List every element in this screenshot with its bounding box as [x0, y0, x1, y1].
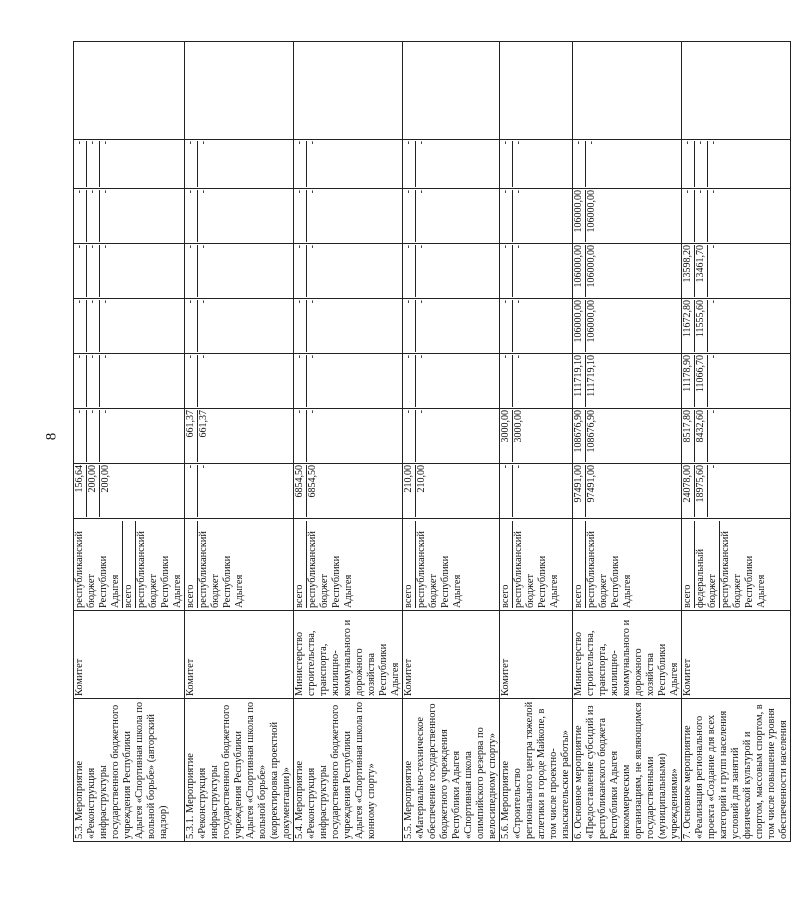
- funding-value: 111719,10: [573, 355, 586, 407]
- table-row: [682, 42, 791, 842]
- funding-value: 3000,00: [513, 410, 524, 443]
- table-row: [74, 42, 185, 842]
- funding-value: -: [100, 410, 111, 414]
- funding-value: -: [586, 141, 597, 145]
- value-cell: [500, 409, 573, 464]
- funding-value: 6854,50: [307, 465, 318, 498]
- funding-value: 11066,70: [695, 355, 708, 407]
- funding-value: 18975,60: [695, 465, 708, 517]
- value-cell: [682, 464, 791, 519]
- measure-name-cell: 5.5. Мероприятие «Материально-техническое обеспечение государственного бюджетного учреждения Республики Адыгея «Спортивная школа олимпийского резерва по велосипедному спорту»: [403, 699, 500, 842]
- funding-value: -: [307, 141, 318, 145]
- funding-value: 11555,60: [695, 300, 708, 352]
- funding-value: -: [708, 300, 719, 304]
- funding-value: 6854,50: [294, 465, 307, 517]
- funding-value: -: [100, 300, 111, 304]
- funding-value: 13461,70: [695, 245, 708, 297]
- funding-source-cell: [294, 519, 403, 611]
- funding-value: -: [198, 355, 209, 359]
- funding-source: республиканский бюджет Республики Адыгея: [513, 531, 560, 608]
- value-cell: [403, 409, 500, 464]
- value-cell: [682, 409, 791, 464]
- measure-name-cell: 5.3. Мероприятие «Реконструкция инфраструктуры государственного бюджетного учреждения Республики Адыгея «Спортивная школа по вольной борьбе» (авторский надзор): [74, 699, 185, 842]
- value-cell: [573, 244, 682, 299]
- funding-value: 97491,00: [573, 465, 586, 517]
- funding-value: -: [695, 190, 708, 242]
- executor-cell: Комитет: [185, 611, 294, 699]
- value-cell: [185, 354, 294, 409]
- funding-value: 24078,00: [682, 465, 695, 517]
- funding-source: республиканский бюджет Республики Адыгея: [307, 531, 354, 608]
- funding-value: 210,00: [403, 465, 416, 517]
- funding-value: -: [87, 300, 100, 352]
- funding-source: республиканский бюджет Республики Адыгея: [416, 531, 463, 608]
- funding-value: -: [500, 141, 513, 187]
- funding-value: 108676,90: [573, 410, 586, 462]
- funding-value: -: [708, 355, 719, 359]
- funding-source-cell: [682, 519, 791, 611]
- funding-value: 13598,20: [682, 245, 695, 297]
- funding-value: -: [500, 245, 513, 297]
- funding-value: -: [708, 141, 719, 145]
- funding-value: -: [185, 465, 198, 517]
- value-cell: [294, 299, 403, 354]
- funding-value: -: [185, 300, 198, 352]
- notes-cell: [500, 42, 573, 140]
- funding-source: всего: [403, 521, 416, 608]
- funding-value: -: [100, 245, 111, 249]
- funding-value: 106000,00: [586, 300, 597, 343]
- funding-value: -: [100, 141, 111, 145]
- value-cell: [74, 354, 185, 409]
- funding-value: -: [695, 141, 708, 187]
- table-body: [74, 42, 791, 842]
- funding-value: 106000,00: [573, 190, 586, 242]
- funding-value: -: [185, 141, 198, 187]
- value-cell: [294, 464, 403, 519]
- value-cell: [294, 409, 403, 464]
- notes-cell: [185, 42, 294, 140]
- value-cell: [573, 409, 682, 464]
- value-cell: [573, 464, 682, 519]
- value-cell: [185, 140, 294, 189]
- funding-value: -: [307, 245, 318, 249]
- funding-value: -: [74, 410, 87, 462]
- table-row: [185, 42, 294, 842]
- value-cell: [403, 464, 500, 519]
- executor-cell: Комитет: [74, 611, 185, 699]
- funding-value: -: [573, 141, 586, 187]
- funding-source: всего: [123, 521, 136, 608]
- funding-value: -: [307, 300, 318, 304]
- funding-value: -: [198, 245, 209, 249]
- funding-value: 106000,00: [586, 245, 597, 288]
- funding-value: -: [513, 141, 524, 145]
- notes-cell: [403, 42, 500, 140]
- funding-value: -: [416, 300, 427, 304]
- funding-value: -: [403, 141, 416, 187]
- measure-name-cell: 6. Основное мероприятие «Предоставление субсидий из республиканского бюджета Республики Адыгея некоммерческим организациям, не являющимся государственными (муниципальными) учреждениями»: [573, 699, 682, 842]
- funding-source: всего: [682, 521, 695, 608]
- funding-value: 200,00: [87, 465, 100, 517]
- value-cell: [682, 354, 791, 409]
- funding-value: -: [87, 245, 100, 297]
- notes-cell: [573, 42, 682, 140]
- funding-value: -: [708, 190, 719, 194]
- funding-value: -: [500, 300, 513, 352]
- funding-value: 8517,80: [682, 410, 695, 462]
- table-row: [403, 42, 500, 842]
- value-cell: [294, 354, 403, 409]
- value-cell: [403, 299, 500, 354]
- value-cell: [74, 464, 185, 519]
- funding-value: -: [513, 465, 524, 469]
- funding-value: -: [198, 300, 209, 304]
- funding-value: -: [294, 141, 307, 187]
- value-cell: [185, 464, 294, 519]
- page-number: 8: [43, 432, 60, 441]
- funding-value: 3000,00: [500, 410, 513, 462]
- funding-value: -: [403, 300, 416, 352]
- value-cell: [500, 244, 573, 299]
- value-cell: [185, 244, 294, 299]
- value-cell: [682, 189, 791, 244]
- value-cell: [74, 189, 185, 244]
- funding-value: -: [307, 190, 318, 194]
- funding-source: всего: [294, 521, 307, 608]
- funding-value: -: [100, 355, 111, 359]
- table-row: [573, 42, 682, 842]
- funding-source-cell: [573, 519, 682, 611]
- value-cell: [403, 140, 500, 189]
- funding-value: -: [185, 190, 198, 242]
- funding-value: -: [185, 245, 198, 297]
- funding-value: -: [513, 300, 524, 304]
- funding-value: 97491,00: [586, 465, 597, 503]
- table-row: [294, 42, 403, 842]
- funding-value: -: [307, 355, 318, 359]
- executor-cell: Комитет: [403, 611, 500, 699]
- funding-value: -: [513, 245, 524, 249]
- value-cell: [682, 140, 791, 189]
- measure-name-cell: 5.4. Мероприятие «Реконструкция инфраструктуры государственного бюджетного учреждения Республики Адыгея «Спортивная школа по конному спорту»: [294, 699, 403, 842]
- value-cell: [74, 244, 185, 299]
- funding-value: 11178,90: [682, 355, 695, 407]
- funding-value: -: [403, 355, 416, 407]
- funding-value: 661,37: [185, 410, 198, 462]
- funding-value: -: [403, 410, 416, 462]
- value-cell: [403, 354, 500, 409]
- table-row: [500, 42, 573, 842]
- funding-value: -: [185, 355, 198, 407]
- funding-value: -: [682, 190, 695, 242]
- funding-value: -: [500, 465, 513, 517]
- funding-value: -: [416, 410, 427, 414]
- funding-value: -: [708, 410, 719, 414]
- value-cell: [185, 299, 294, 354]
- value-cell: [403, 244, 500, 299]
- funding-source: республиканский бюджет Республики Адыгея: [586, 531, 633, 608]
- funding-value: -: [416, 355, 427, 359]
- value-cell: [682, 244, 791, 299]
- notes-cell: [294, 42, 403, 140]
- funding-value: -: [74, 190, 87, 242]
- program-funding-table: [73, 41, 791, 842]
- funding-value: -: [294, 355, 307, 407]
- value-cell: [294, 244, 403, 299]
- funding-value: 200,00: [100, 465, 111, 493]
- value-cell: [185, 189, 294, 244]
- funding-value: -: [294, 190, 307, 242]
- funding-value: -: [87, 355, 100, 407]
- notes-cell: [74, 42, 185, 140]
- value-cell: [573, 140, 682, 189]
- funding-value: -: [74, 355, 87, 407]
- value-cell: [573, 354, 682, 409]
- value-cell: [185, 409, 294, 464]
- funding-value: -: [500, 190, 513, 242]
- funding-value: -: [403, 245, 416, 297]
- funding-source-cell: [403, 519, 500, 611]
- funding-value: -: [74, 300, 87, 352]
- funding-source: всего: [573, 521, 586, 608]
- funding-source: республиканский бюджет Республики Адыгея: [720, 531, 767, 608]
- funding-value: -: [294, 245, 307, 297]
- value-cell: [74, 140, 185, 189]
- value-cell: [294, 140, 403, 189]
- executor-cell: Комитет: [500, 611, 573, 699]
- funding-source: республиканский бюджет Республики Адыгея: [198, 531, 245, 608]
- funding-value: 106000,00: [586, 190, 597, 233]
- funding-source: всего: [500, 521, 513, 608]
- funding-value: -: [198, 141, 209, 145]
- funding-value: -: [198, 190, 209, 194]
- funding-value: -: [198, 465, 209, 469]
- funding-value: 106000,00: [573, 245, 586, 297]
- funding-value: -: [513, 355, 524, 359]
- funding-value: -: [307, 410, 318, 414]
- executor-cell: Комитет: [682, 611, 791, 699]
- funding-value: -: [87, 410, 100, 462]
- funding-value: 108676,90: [586, 410, 597, 453]
- value-cell: [500, 140, 573, 189]
- funding-value: -: [87, 141, 100, 187]
- value-cell: [573, 189, 682, 244]
- funding-value: 8432,60: [695, 410, 708, 462]
- value-cell: [682, 299, 791, 354]
- value-cell: [500, 354, 573, 409]
- funding-value: 106000,00: [573, 300, 586, 352]
- funding-source: республиканский бюджет Республики Адыгея: [136, 531, 183, 608]
- funding-value: -: [294, 300, 307, 352]
- value-cell: [74, 299, 185, 354]
- value-cell: [294, 189, 403, 244]
- funding-value: -: [416, 141, 427, 145]
- funding-value: 11672,80: [682, 300, 695, 352]
- funding-source: республиканский бюджет Республики Адыгея: [74, 521, 123, 608]
- funding-value: -: [74, 141, 87, 187]
- funding-value: 210,00: [416, 465, 427, 493]
- executor-cell: Министерство строительства, транспорта, жилищно-коммунального и дорожного хозяйства Республики Адыгея: [294, 611, 403, 699]
- funding-value: -: [74, 245, 87, 297]
- funding-value: -: [100, 190, 111, 194]
- value-cell: [500, 189, 573, 244]
- funding-source: федеральный бюджет: [695, 521, 720, 608]
- funding-value: -: [708, 465, 719, 469]
- funding-value: -: [416, 190, 427, 194]
- funding-source-cell: [74, 519, 185, 611]
- value-cell: [573, 299, 682, 354]
- funding-value: -: [500, 355, 513, 407]
- measure-name-cell: 5.3.1. Мероприятие «Реконструкция инфраструктуры государственного бюджетного учреждения Республики Адыгея «Спортивная школа по вольной борьбе» (корректировка проектной документации)»: [185, 699, 294, 842]
- measure-name-cell: 7. Основное мероприятие «Реализация регионального проекта «Создание для всех категорий и групп населения условий для занятий физической культурой и спортом, массовым спортом, в том числе повышение уровня обеспеченности населения: [682, 699, 791, 842]
- funding-value: 111719,10: [586, 355, 597, 397]
- notes-cell: [682, 42, 791, 140]
- value-cell: [500, 299, 573, 354]
- executor-cell: Министерство строительства, транспорта, жилищно-коммунального и дорожного хозяйства Республики Адыгея: [573, 611, 682, 699]
- funding-source-cell: [500, 519, 573, 611]
- funding-value: -: [403, 190, 416, 242]
- funding-value: -: [416, 245, 427, 249]
- funding-value: 156,64: [74, 465, 87, 517]
- funding-source: всего: [185, 521, 198, 608]
- funding-value: -: [682, 141, 695, 187]
- funding-value: 661,37: [198, 410, 209, 438]
- value-cell: [403, 189, 500, 244]
- funding-source-cell: [185, 519, 294, 611]
- funding-value: -: [294, 410, 307, 462]
- value-cell: [500, 464, 573, 519]
- measure-name-cell: 5.6. Мероприятие «Строительство регионального центра тяжелой атлетики в городе Майкопе, в том числе проектно-изыскательские работы»: [500, 699, 573, 842]
- funding-value: -: [87, 190, 100, 242]
- funding-value: -: [708, 245, 719, 249]
- rotated-page: [73, 42, 789, 842]
- funding-value: -: [513, 190, 524, 194]
- value-cell: [74, 409, 185, 464]
